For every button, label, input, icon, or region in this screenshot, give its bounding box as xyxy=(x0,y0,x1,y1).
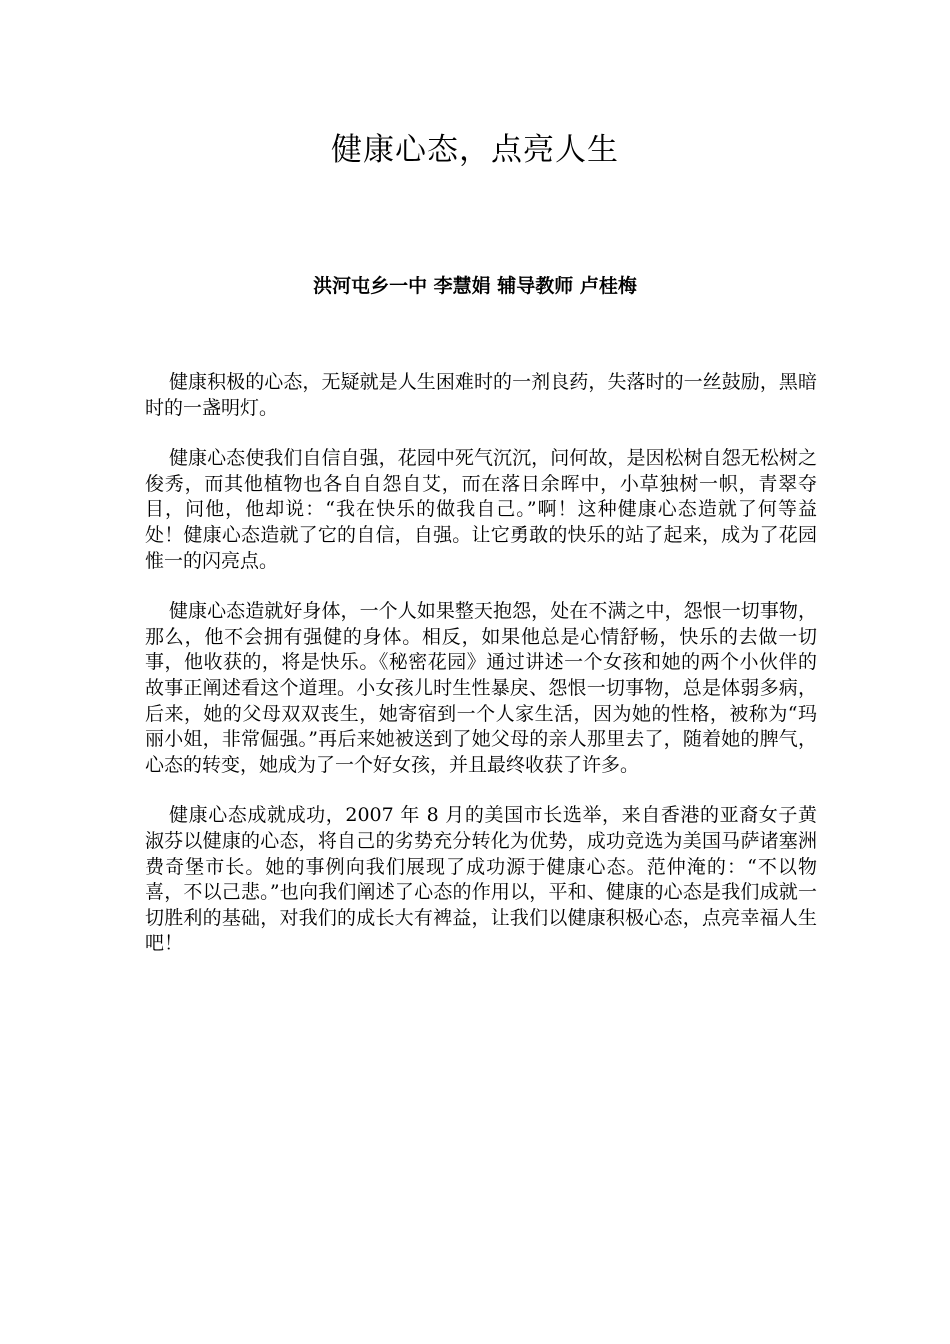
paragraph-1: 健康积极的心态，无疑就是人生困难时的一剂良药，失落时的一丝鼓励，黑暗时的一盏明灯。 xyxy=(145,371,817,419)
paragraph-3: 健康心态造就好身体，一个人如果整天抱怨，处在不满之中，怨恨一切事物，那么，他不会拥有强健的身体。相反，如果他总是心情舒畅，快乐的去做一切事，他收获的，将是快乐。《秘密花园》通过讲述一个女孩和她的两个小伙伴的故事正阐述看这个道理。小女孩儿时生性暴戾、怨恨一切事物，总是体弱多病，后来，她的父母双双丧生，她寄宿到一个人家生活，因为她的性格，被称为“玛丽小姐，非常倔强。”再后来她被送到了她父母的亲人那里去了，随着她的脾气，心态的转变，她成为了一个好女孩，并且最终收获了许多。 xyxy=(145,600,817,776)
document-title: 健康心态，点亮人生 xyxy=(331,132,619,168)
paragraph-4: 健康心态成就成功，2007 年 8 月的美国市长选举，来自香港的亚裔女子黄淑芬以健康的心态，将自己的劣势充分转化为优势，成功竞选为美国马萨诸塞洲费奇堡市长。她的事例向我们展现了成功源于健康心态。范仲淹的：“不以物喜，不以己悲。”也向我们阐述了心态的作用以，平和、健康的心态是我们成就一切胜利的基础，对我们的成长大有裨益，让我们以健康积极心态，点亮幸福人生吧！ xyxy=(145,804,817,955)
document-body xyxy=(145,370,817,982)
author-line: 洪河屯乡一中 李慧娟 辅导教师 卢桂梅 xyxy=(313,275,637,297)
paragraph-2: 健康心态使我们自信自强，花园中死气沉沉，问何故，是因松树自怨无松树之俊秀，而其他植物也各自自怨自艾，而在落日余晖中，小草独树一帜，青翠夺目，问他，他却说：“我在快乐的做我自己。”啊！这种健康心态造就了何等益处！健康心态造就了它的自信，自强。让它勇敢的快乐的站了起来，成为了花园惟一的闪亮点。 xyxy=(145,447,817,572)
